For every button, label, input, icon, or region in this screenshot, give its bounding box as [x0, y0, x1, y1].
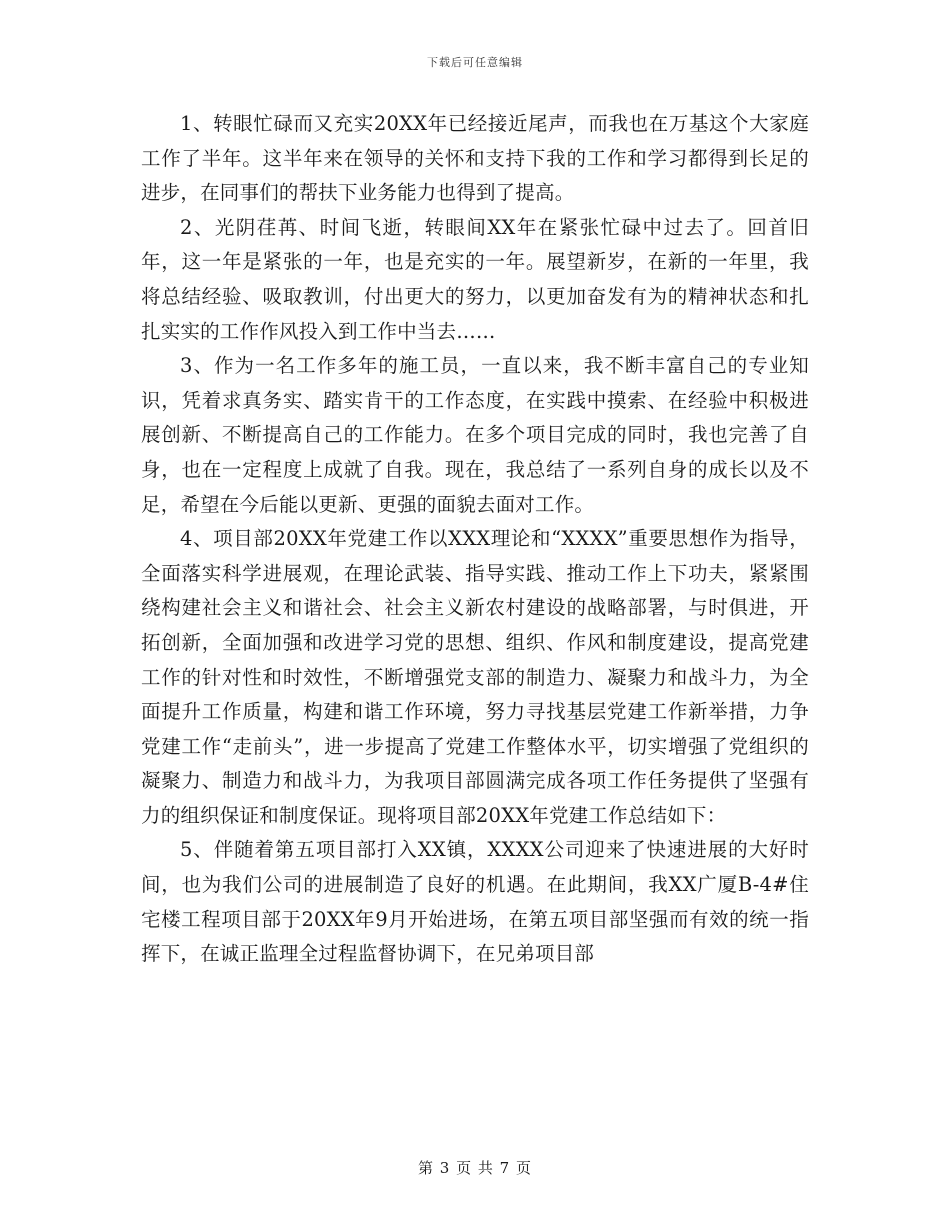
paragraph-3: 3、作为一名工作多年的施工员，一直以来，我不断丰富自己的专业知识，凭着求真务实、踏实肯干的工作态度，在实践中摸索、在经验中积极进展创新、不断提高自己的工作能力。在多个项目完成的同时，我也完善了自身，也在一定程度上成就了自我。现在，我总结了一系列自身的成长以及不足，希望在今后能以更新、更强的面貌去面对工作。 — [141, 354, 809, 516]
paragraph-2: 2、光阴荏苒、时间飞逝，转眼间XX年在紧张忙碌中过去了。回首旧年，这一年是紧张的一年，也是充实的一年。展望新岁，在新的一年里，我将总结经验、吸取教训，付出更大的努力，以更加奋发有为的精神状态和扎扎实实的工作作风投入到工作中当去…… — [141, 215, 809, 343]
document-body — [141, 107, 809, 972]
paragraph-4: 4、项目部20XX年党建工作以XXX理论和“XXXX”重要思想作为指导，全面落实科学进展观，在理论武装、指导实践、推动工作上下功夫，紧紧围绕构建社会主义和谐社会、社会主义新农村建设的战略部署，与时俱进，开拓创新，全面加强和改进学习党的思想、组织、作风和制度建设，提高党建工作的针对性和时效性，不断增强党支部的制造力、凝聚力和战斗力，为全面提升工作质量，构建和谐工作环境，努力寻找基层党建工作新举措，力争党建工作“走前头”，进一步提高了党建工作整体水平，切实增强了党组织的凝聚力、制造力和战斗力，为我项目部圆满完成各项工作任务提供了坚强有力的组织保证和制度保证。现将项目部20XX年党建工作总结如下： — [141, 527, 809, 827]
page-number-footer: 第 3 页 共 7 页 — [418, 1159, 532, 1177]
paragraph-5: 5、伴随着第五项目部打入XX镇，XXXX公司迎来了快速进展的大好时间，也为我们公司的进展制造了良好的机遇。在此期间，我XX广厦B-4#住宅楼工程项目部于20XX年9月开始进场，在第五项目部坚强而有效的统一指挥下，在诚正监理全过程监督协调下，在兄弟项目部 — [141, 838, 809, 966]
page-header: 下载后可任意编辑 — [427, 56, 523, 69]
paragraph-1: 1、转眼忙碌而又充实20XX年已经接近尾声，而我也在万基这个大家庭工作了半年。这半年来在领导的关怀和支持下我的工作和学习都得到长足的进步，在同事们的帮扶下业务能力也得到了提高。 — [141, 112, 809, 205]
